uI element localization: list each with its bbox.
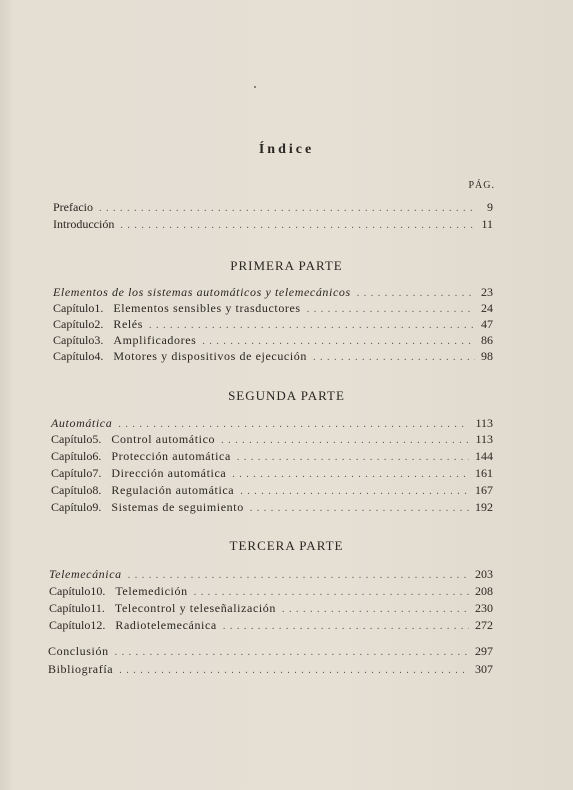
toc-entry-bibliografia: Bibliografía . . . 307 <box>48 661 493 677</box>
toc-chapter: Capítulo 3. Amplificadores . . . 86 <box>53 332 493 348</box>
leader-dots <box>313 350 475 366</box>
leader-dots <box>221 433 469 449</box>
toc-chapter: Capítulo 1. Elementos sensibles y trasductores . . . 24 <box>53 300 493 316</box>
leader-dots <box>237 450 469 466</box>
part-title-segunda: SEGUNDA PARTE <box>228 388 345 403</box>
toc-chapter: Capítulo 9. Sistemas de seguimiento . . . 192 <box>51 499 493 515</box>
leader-dots <box>194 585 469 601</box>
toc-chapter: Capítulo 4. Motores y dispositivos de ejecución . . . 98 <box>53 348 493 364</box>
toc-part-heading: Elementos de los sistemas automáticos y telemecánicos . . . 23 <box>53 284 493 300</box>
leader-dots <box>128 568 469 584</box>
toc-part-heading: Telemecánica . . . 203 <box>49 566 493 582</box>
toc-chapter: Capítulo 7. Dirección automática . . . 161 <box>51 465 493 481</box>
leader-dots <box>223 619 469 635</box>
toc-part-heading: Automática . . . 113 <box>51 415 493 431</box>
toc-chapter: Capítulo 2. Relés . . . 47 <box>53 316 493 332</box>
leader-dots <box>119 663 469 679</box>
leader-dots <box>120 218 475 234</box>
toc-chapter: Capítulo 6. Protección automática . . . 144 <box>51 448 493 464</box>
toc-chapter: Capítulo 11. Telecontrol y teleseñalización . . . 230 <box>49 600 493 616</box>
page-title: Índice <box>258 142 315 157</box>
toc-chapter: Capítulo 8. Regulación automática . . . 167 <box>51 482 493 498</box>
leader-dots <box>115 645 469 661</box>
toc-chapter: Capítulo 12. Radiotelemecánica . . . 272 <box>49 617 493 633</box>
leader-dots <box>250 501 469 517</box>
leader-dots <box>282 602 469 618</box>
paper-speck <box>254 86 256 88</box>
leader-dots <box>232 467 469 483</box>
leader-dots <box>240 484 469 500</box>
toc-chapter: Capítulo 10. Telemedición . . . 208 <box>49 583 493 599</box>
page-column-label: PÁG. <box>468 180 495 191</box>
toc-entry-introduccion: Introducción . . . 11 <box>53 216 493 232</box>
toc-entry-prefacio: Prefacio . . . 9 <box>53 199 493 215</box>
part-title-tercera: TERCERA PARTE <box>229 538 344 553</box>
leader-dots <box>99 201 477 217</box>
toc-chapter: Capítulo 5. Control automático . . . 113 <box>51 431 493 447</box>
part-title-primera: PRIMERA PARTE <box>230 258 343 273</box>
toc-entry-conclusion: Conclusión . . . 297 <box>48 643 493 659</box>
